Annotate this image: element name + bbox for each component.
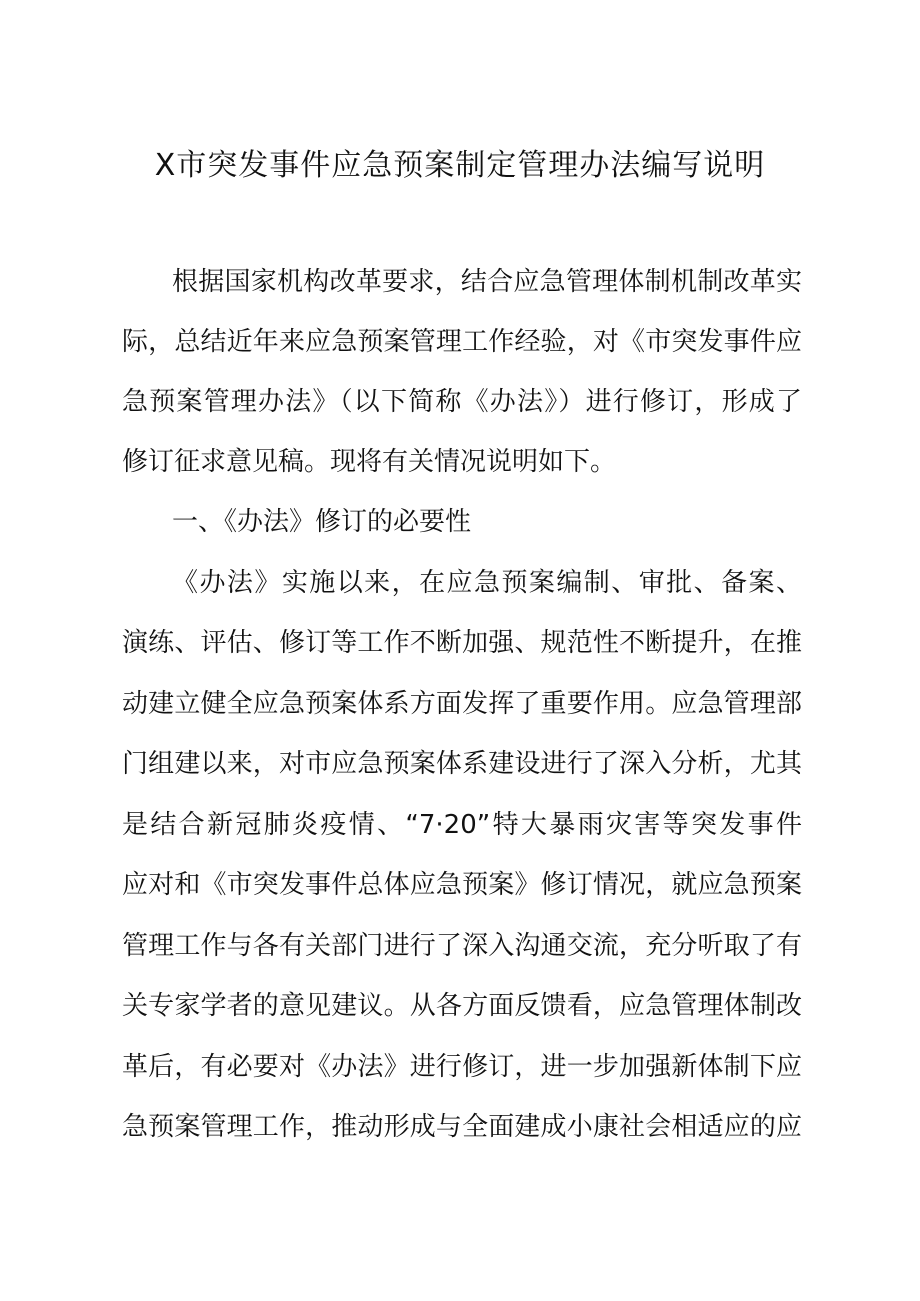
paragraph-2-line-8: 关专家学者的意见建议。从各方面反馈看，应急管理体制改 bbox=[122, 991, 802, 1021]
section-heading-1: 一、《办法》修订的必要性 bbox=[172, 507, 472, 537]
paragraph-2-line-7: 管理工作与各有关部门进行了深入沟通交流，充分听取了有 bbox=[122, 931, 802, 961]
paragraph-1-line-4: 修订征求意见稿。现将有关情况说明如下。 bbox=[122, 447, 617, 477]
paragraph-2-line-6: 应对和《市突发事件总体应急预案》修订情况，就应急预案 bbox=[122, 870, 802, 900]
paragraph-1-line-1: 根据国家机构改革要求，结合应急管理体制机制改革实 bbox=[172, 267, 802, 297]
paragraph-1-line-2: 际，总结近年来应急预案管理工作经验，对《市突发事件应 bbox=[122, 327, 802, 357]
paragraph-2-line-3: 动建立健全应急预案体系方面发挥了重要作用。应急管理部 bbox=[122, 689, 802, 719]
paragraph-2-line-2: 演练、评估、修订等工作不断加强、规范性不断提升，在推 bbox=[122, 628, 802, 658]
paragraph-1-line-3: 急预案管理办法》（以下简称《办法》）进行修订，形成了 bbox=[122, 387, 802, 417]
paragraph-2-line-1: 《办法》实施以来，在应急预案编制、审批、备案、 bbox=[172, 568, 802, 598]
paragraph-2-line-9: 革后，有必要对《办法》进行修订，进一步加强新体制下应 bbox=[122, 1052, 802, 1082]
paragraph-2-line-5: 是结合新冠肺炎疫情、“7·20”特大暴雨灾害等突发事件 bbox=[122, 810, 802, 840]
paragraph-2-line-4: 门组建以来，对市应急预案体系建设进行了深入分析，尤其 bbox=[122, 749, 802, 779]
paragraph-2-line-10: 急预案管理工作，推动形成与全面建成小康社会相适应的应 bbox=[122, 1112, 802, 1142]
document-title: X市突发事件应急预案制定管理办法编写说明 bbox=[154, 148, 766, 183]
